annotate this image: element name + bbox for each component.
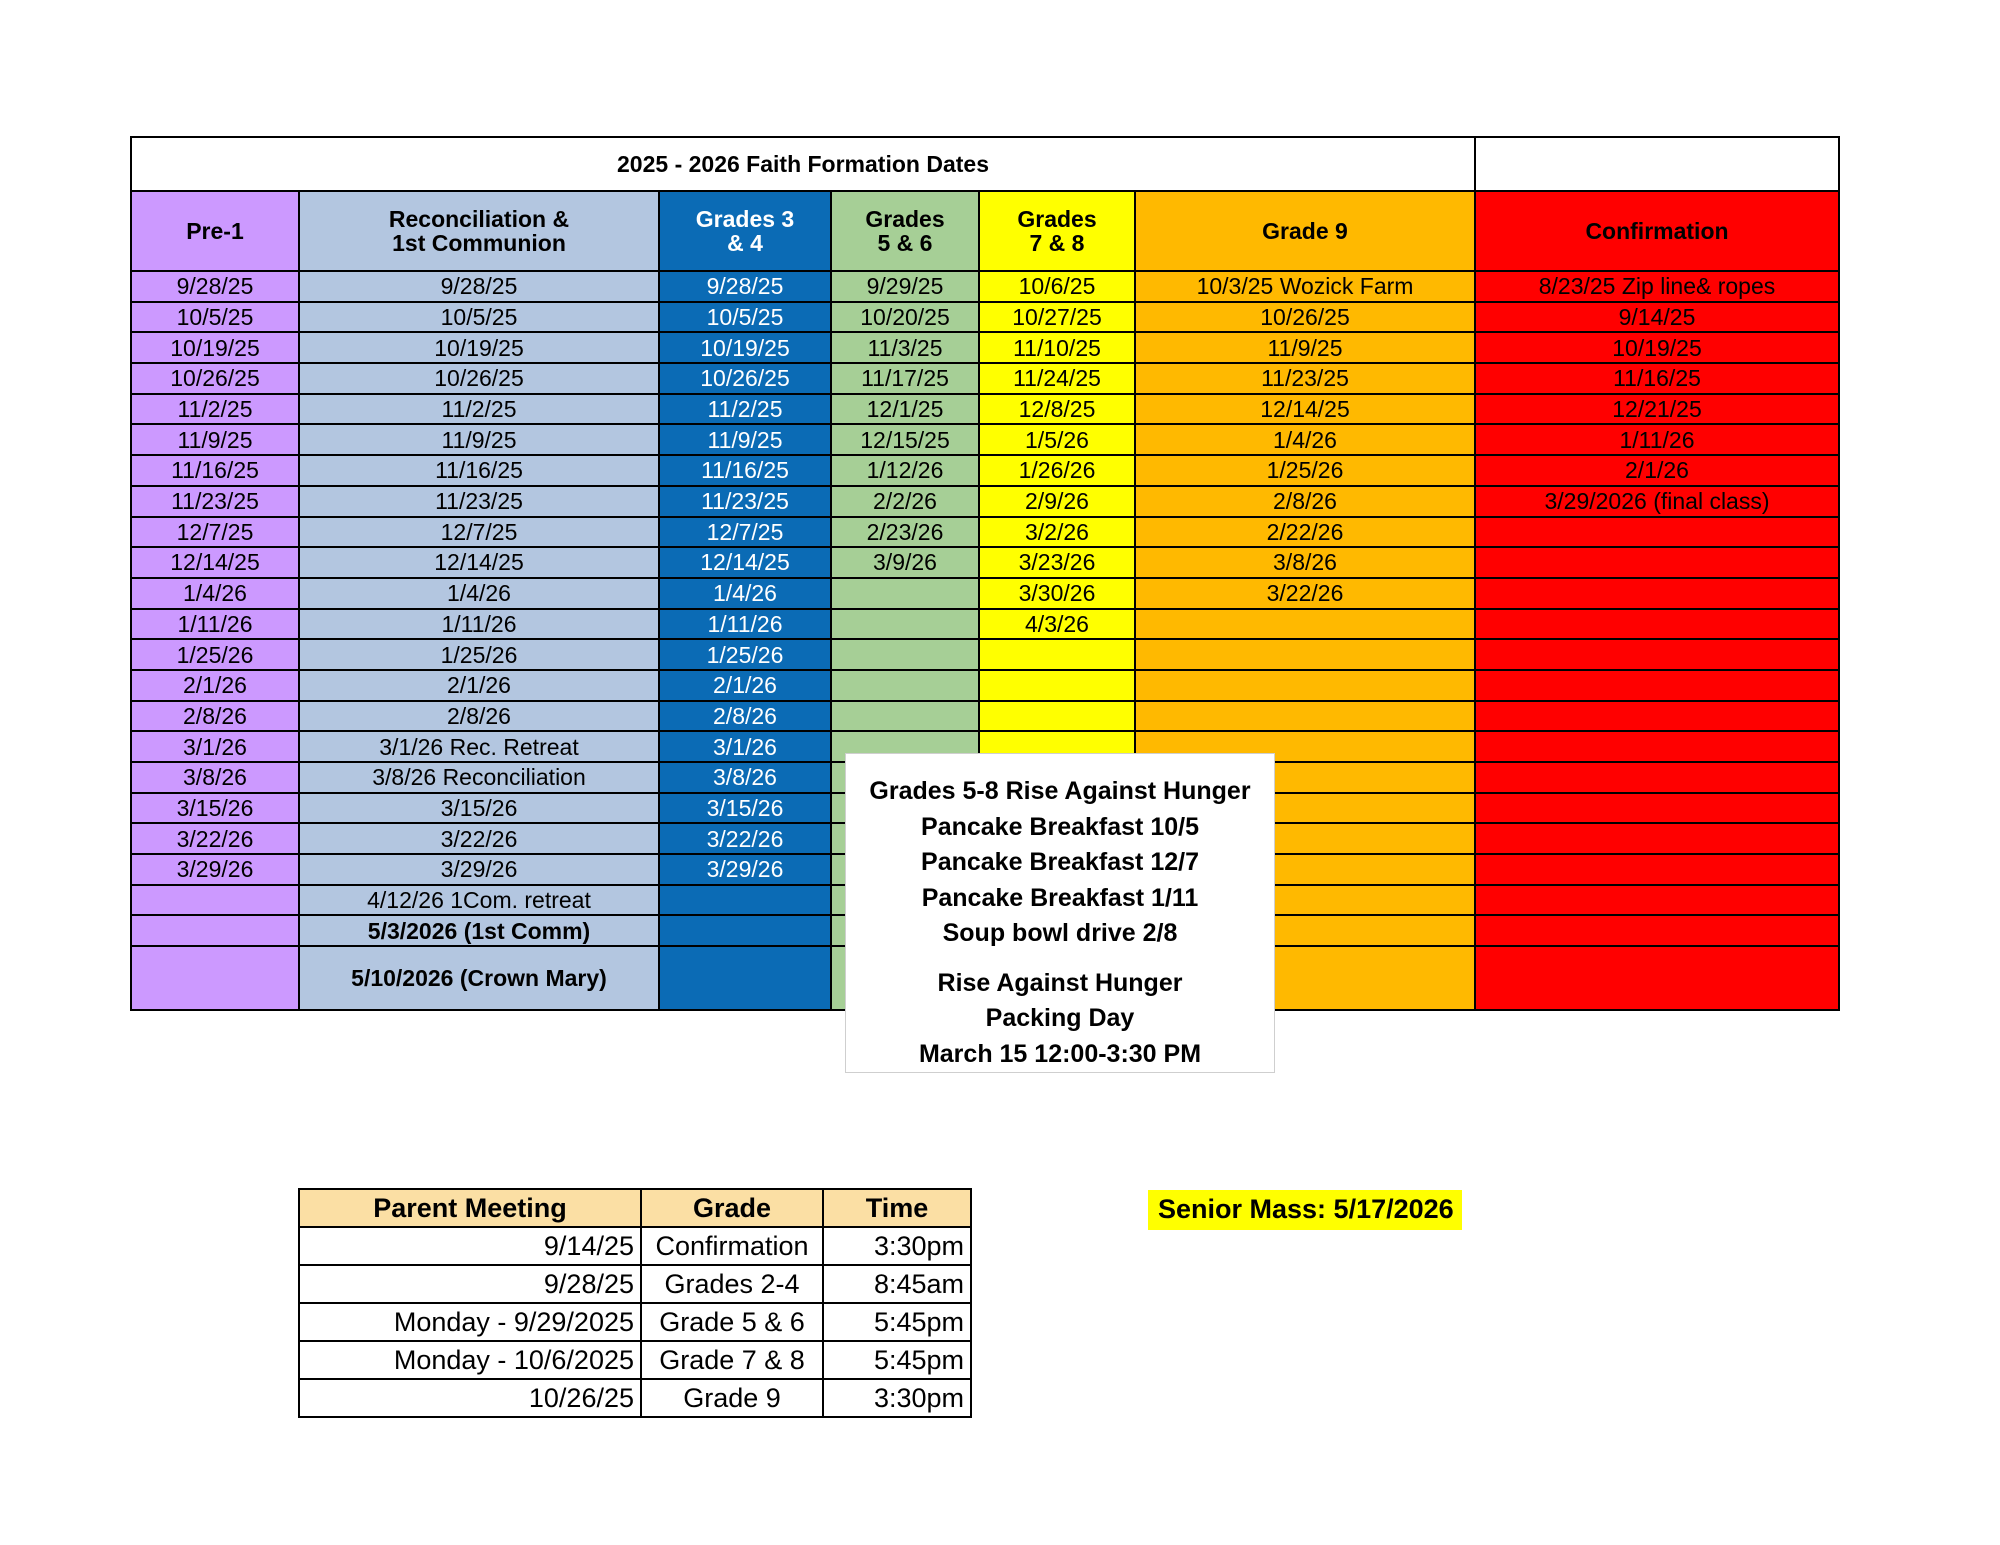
- cell-grade-9: [1135, 701, 1475, 732]
- cell-grades-3-4: 2/1/26: [659, 670, 831, 701]
- cell-reconciliation: 9/28/25: [299, 271, 659, 302]
- note-line: Pancake Breakfast 1/11: [921, 883, 1199, 912]
- cell-grade-9: 10/26/25: [1135, 302, 1475, 333]
- column-header-confirmation: Confirmation: [1475, 191, 1839, 271]
- cell-pre1: 3/29/26: [131, 854, 299, 885]
- column-header-grades-7-8: [979, 191, 1135, 271]
- cell-grade-9: 3/8/26: [1135, 547, 1475, 578]
- parent-meeting-row: [299, 1227, 971, 1265]
- note-line: Grades 5-8 Rise Against Hunger: [869, 777, 1251, 805]
- rise-against-hunger-note: [845, 753, 1275, 1073]
- header-line-1: Grades: [1017, 205, 1097, 232]
- table-row: [131, 578, 1839, 609]
- cell-grades-5-6: [831, 578, 979, 609]
- note-line: Rise Against Hunger: [937, 968, 1183, 997]
- cell-grades-5-6: 11/17/25: [831, 363, 979, 394]
- cell-grade-9: 3/22/26: [1135, 578, 1475, 609]
- cell-pre1: 10/19/25: [131, 332, 299, 363]
- cell-grades-3-4: 1/4/26: [659, 578, 831, 609]
- cell-confirmation: [1475, 854, 1839, 885]
- cell-confirmation: 10/19/25: [1475, 332, 1839, 363]
- note-line: Soup bowl drive 2/8: [942, 919, 1178, 947]
- cell-grades-7-8: 3/23/26: [979, 547, 1135, 578]
- cell-pre1: 2/1/26: [131, 670, 299, 701]
- cell-grades-3-4: 3/8/26: [659, 762, 831, 793]
- table-row: [131, 517, 1839, 548]
- parent-meeting-grade: Grade 9: [641, 1379, 823, 1417]
- cell-grade-9: [1135, 609, 1475, 640]
- column-header-grades-5-6: [831, 191, 979, 271]
- cell-grades-5-6: [831, 639, 979, 670]
- cell-grades-7-8: 1/26/26: [979, 455, 1135, 486]
- senior-mass-badge: Senior Mass: 5/17/2026: [1148, 1190, 1462, 1230]
- cell-confirmation: [1475, 517, 1839, 548]
- cell-confirmation: [1475, 946, 1839, 1010]
- note-line: Packing Day: [985, 1004, 1135, 1032]
- cell-confirmation: [1475, 885, 1839, 916]
- cell-pre1: [131, 915, 299, 946]
- cell-reconciliation: 11/16/25: [299, 455, 659, 486]
- cell-grades-3-4: 3/1/26: [659, 731, 831, 762]
- cell-grades-5-6: [831, 701, 979, 732]
- cell-pre1: 1/25/26: [131, 639, 299, 670]
- cell-reconciliation: 10/5/25: [299, 302, 659, 333]
- cell-pre1: 1/11/26: [131, 609, 299, 640]
- cell-confirmation: 3/29/2026 (final class): [1475, 486, 1839, 517]
- cell-reconciliation: 1/25/26: [299, 639, 659, 670]
- cell-grades-5-6: [831, 670, 979, 701]
- cell-reconciliation: 2/1/26: [299, 670, 659, 701]
- cell-pre1: [131, 946, 299, 1010]
- cell-reconciliation: 1/11/26: [299, 609, 659, 640]
- cell-grades-5-6: 10/20/25: [831, 302, 979, 333]
- cell-reconciliation: 5/3/2026 (1st Comm): [299, 915, 659, 946]
- cell-confirmation: [1475, 639, 1839, 670]
- cell-grades-3-4: 11/16/25: [659, 455, 831, 486]
- cell-grades-3-4: 1/11/26: [659, 609, 831, 640]
- cell-pre1: 3/8/26: [131, 762, 299, 793]
- parent-meeting-header-grade: Grade: [641, 1189, 823, 1227]
- table-row: [131, 701, 1839, 732]
- cell-grades-3-4: 3/29/26: [659, 854, 831, 885]
- parent-meeting-header-time: Time: [823, 1189, 971, 1227]
- cell-grades-3-4: [659, 915, 831, 946]
- cell-grades-5-6: 12/15/25: [831, 424, 979, 455]
- cell-pre1: 3/1/26: [131, 731, 299, 762]
- cell-grades-7-8: 1/5/26: [979, 424, 1135, 455]
- cell-grades-3-4: 9/28/25: [659, 271, 831, 302]
- cell-reconciliation: 10/19/25: [299, 332, 659, 363]
- cell-grades-3-4: 12/7/25: [659, 517, 831, 548]
- cell-confirmation: [1475, 731, 1839, 762]
- cell-reconciliation: 3/22/26: [299, 823, 659, 854]
- parent-meeting-row: [299, 1341, 971, 1379]
- cell-pre1: [131, 885, 299, 916]
- cell-grades-3-4: 11/9/25: [659, 424, 831, 455]
- cell-pre1: 2/8/26: [131, 701, 299, 732]
- cell-confirmation: 12/21/25: [1475, 394, 1839, 425]
- cell-pre1: 10/26/25: [131, 363, 299, 394]
- cell-reconciliation: 11/2/25: [299, 394, 659, 425]
- cell-grade-9: [1135, 670, 1475, 701]
- cell-pre1: 11/16/25: [131, 455, 299, 486]
- cell-grades-7-8: 10/27/25: [979, 302, 1135, 333]
- parent-meeting-date: 9/14/25: [299, 1227, 641, 1265]
- table-row: [131, 363, 1839, 394]
- cell-grades-3-4: 10/5/25: [659, 302, 831, 333]
- header-line-1: Reconciliation &: [388, 205, 570, 232]
- parent-meeting-row: [299, 1265, 971, 1303]
- cell-grades-5-6: 12/1/25: [831, 394, 979, 425]
- cell-reconciliation: 3/29/26: [299, 854, 659, 885]
- cell-grade-9: 11/23/25: [1135, 363, 1475, 394]
- cell-grades-5-6: 1/12/26: [831, 455, 979, 486]
- parent-meeting-row: [299, 1379, 971, 1417]
- cell-confirmation: [1475, 609, 1839, 640]
- parent-meeting-body: [299, 1227, 971, 1417]
- cell-reconciliation: 12/14/25: [299, 547, 659, 578]
- cell-grades-7-8: [979, 701, 1135, 732]
- parent-meeting-grade: Grades 2-4: [641, 1265, 823, 1303]
- header-line-1: Grades: [865, 205, 945, 232]
- cell-confirmation: [1475, 762, 1839, 793]
- table-row: [131, 424, 1839, 455]
- cell-grades-3-4: 3/15/26: [659, 793, 831, 824]
- column-header-pre1: Pre-1: [131, 191, 299, 271]
- parent-meeting-grade: Confirmation: [641, 1227, 823, 1265]
- cell-grades-3-4: 10/19/25: [659, 332, 831, 363]
- header-line-2: 1st Communion: [392, 230, 566, 256]
- header-line-2: 5 & 6: [877, 230, 933, 256]
- parent-meeting-header-row: [299, 1189, 971, 1227]
- cell-pre1: 12/7/25: [131, 517, 299, 548]
- cell-pre1: 11/2/25: [131, 394, 299, 425]
- cell-grades-7-8: 11/10/25: [979, 332, 1135, 363]
- page-title: 2025 - 2026 Faith Formation Dates: [131, 137, 1475, 191]
- parent-meeting-table: [298, 1188, 972, 1418]
- cell-grade-9: 1/25/26: [1135, 455, 1475, 486]
- cell-grades-7-8: 2/9/26: [979, 486, 1135, 517]
- cell-reconciliation: 3/15/26: [299, 793, 659, 824]
- column-header-reconciliation: [299, 191, 659, 271]
- table-row: [131, 547, 1839, 578]
- parent-meeting-row: [299, 1303, 971, 1341]
- cell-grades-3-4: 11/23/25: [659, 486, 831, 517]
- note-line: Pancake Breakfast 12/7: [921, 848, 1199, 876]
- table-row: [131, 271, 1839, 302]
- cell-confirmation: [1475, 701, 1839, 732]
- table-row: [131, 486, 1839, 517]
- cell-pre1: 1/4/26: [131, 578, 299, 609]
- column-header-grades-3-4: [659, 191, 831, 271]
- cell-grades-5-6: [831, 609, 979, 640]
- title-blank-cell: [1475, 137, 1839, 191]
- cell-reconciliation: 4/12/26 1Com. retreat: [299, 885, 659, 916]
- parent-meeting-date: Monday - 10/6/2025: [299, 1341, 641, 1379]
- cell-grade-9: 12/14/25: [1135, 394, 1475, 425]
- cell-confirmation: [1475, 915, 1839, 946]
- column-header-grade-9: Grade 9: [1135, 191, 1475, 271]
- table-row: [131, 394, 1839, 425]
- table-row: [131, 639, 1839, 670]
- cell-confirmation: 1/11/26: [1475, 424, 1839, 455]
- cell-grades-3-4: [659, 946, 831, 1010]
- cell-reconciliation: 5/10/2026 (Crown Mary): [299, 946, 659, 1010]
- cell-reconciliation: 1/4/26: [299, 578, 659, 609]
- cell-grades-5-6: 11/3/25: [831, 332, 979, 363]
- cell-grades-7-8: 4/3/26: [979, 609, 1135, 640]
- cell-grades-3-4: 3/22/26: [659, 823, 831, 854]
- cell-grade-9: [1135, 639, 1475, 670]
- cell-grade-9: 10/3/25 Wozick Farm: [1135, 271, 1475, 302]
- cell-pre1: 9/28/25: [131, 271, 299, 302]
- cell-grades-7-8: 3/2/26: [979, 517, 1135, 548]
- cell-reconciliation: 12/7/25: [299, 517, 659, 548]
- cell-grades-7-8: [979, 639, 1135, 670]
- cell-pre1: 11/23/25: [131, 486, 299, 517]
- cell-confirmation: 9/14/25: [1475, 302, 1839, 333]
- table-row: [131, 302, 1839, 333]
- table-row: [131, 670, 1839, 701]
- cell-confirmation: [1475, 578, 1839, 609]
- cell-grades-7-8: 11/24/25: [979, 363, 1135, 394]
- header-row: [131, 191, 1839, 271]
- note-line: Pancake Breakfast 10/5: [921, 812, 1199, 841]
- cell-reconciliation: 2/8/26: [299, 701, 659, 732]
- cell-pre1: 3/22/26: [131, 823, 299, 854]
- cell-reconciliation: 11/23/25: [299, 486, 659, 517]
- cell-grades-5-6: 2/23/26: [831, 517, 979, 548]
- parent-meeting-time: 3:30pm: [823, 1379, 971, 1417]
- cell-reconciliation: 11/9/25: [299, 424, 659, 455]
- cell-pre1: 10/5/25: [131, 302, 299, 333]
- cell-reconciliation: 3/8/26 Reconciliation: [299, 762, 659, 793]
- cell-grade-9: 2/8/26: [1135, 486, 1475, 517]
- cell-grades-3-4: 12/14/25: [659, 547, 831, 578]
- parent-meeting-grade: Grade 5 & 6: [641, 1303, 823, 1341]
- cell-confirmation: 8/23/25 Zip line& ropes: [1475, 271, 1839, 302]
- cell-confirmation: [1475, 823, 1839, 854]
- cell-grades-7-8: 3/30/26: [979, 578, 1135, 609]
- parent-meeting-time: 5:45pm: [823, 1341, 971, 1379]
- cell-grade-9: 1/4/26: [1135, 424, 1475, 455]
- cell-grades-7-8: [979, 670, 1135, 701]
- cell-reconciliation: 3/1/26 Rec. Retreat: [299, 731, 659, 762]
- parent-meeting-header-date: Parent Meeting: [299, 1189, 641, 1227]
- cell-pre1: 12/14/25: [131, 547, 299, 578]
- parent-meeting-grade: Grade 7 & 8: [641, 1341, 823, 1379]
- title-row: [131, 137, 1839, 191]
- header-line-1: Grades 3: [695, 205, 795, 232]
- cell-grades-3-4: 1/25/26: [659, 639, 831, 670]
- note-line: March 15 12:00-3:30 PM: [918, 1039, 1202, 1068]
- parent-meeting-date: 10/26/25: [299, 1379, 641, 1417]
- cell-grades-3-4: 2/8/26: [659, 701, 831, 732]
- cell-reconciliation: 10/26/25: [299, 363, 659, 394]
- cell-grades-7-8: 12/8/25: [979, 394, 1135, 425]
- cell-grades-5-6: 2/2/26: [831, 486, 979, 517]
- header-line-2: & 4: [727, 230, 763, 256]
- cell-confirmation: [1475, 793, 1839, 824]
- header-line-2: 7 & 8: [1029, 230, 1085, 256]
- table-row: [131, 332, 1839, 363]
- cell-confirmation: [1475, 670, 1839, 701]
- cell-grades-5-6: 9/29/25: [831, 271, 979, 302]
- cell-grades-3-4: [659, 885, 831, 916]
- cell-confirmation: [1475, 547, 1839, 578]
- parent-meeting-time: 8:45am: [823, 1265, 971, 1303]
- parent-meeting-date: Monday - 9/29/2025: [299, 1303, 641, 1341]
- table-row: [131, 609, 1839, 640]
- cell-grades-3-4: 10/26/25: [659, 363, 831, 394]
- cell-confirmation: 2/1/26: [1475, 455, 1839, 486]
- cell-pre1: 3/15/26: [131, 793, 299, 824]
- cell-pre1: 11/9/25: [131, 424, 299, 455]
- parent-meeting-date: 9/28/25: [299, 1265, 641, 1303]
- cell-grades-5-6: 3/9/26: [831, 547, 979, 578]
- cell-grade-9: 11/9/25: [1135, 332, 1475, 363]
- parent-meeting-time: 3:30pm: [823, 1227, 971, 1265]
- cell-grade-9: 2/22/26: [1135, 517, 1475, 548]
- cell-grades-3-4: 11/2/25: [659, 394, 831, 425]
- cell-grades-7-8: 10/6/25: [979, 271, 1135, 302]
- table-row: [131, 455, 1839, 486]
- parent-meeting-time: 5:45pm: [823, 1303, 971, 1341]
- cell-confirmation: 11/16/25: [1475, 363, 1839, 394]
